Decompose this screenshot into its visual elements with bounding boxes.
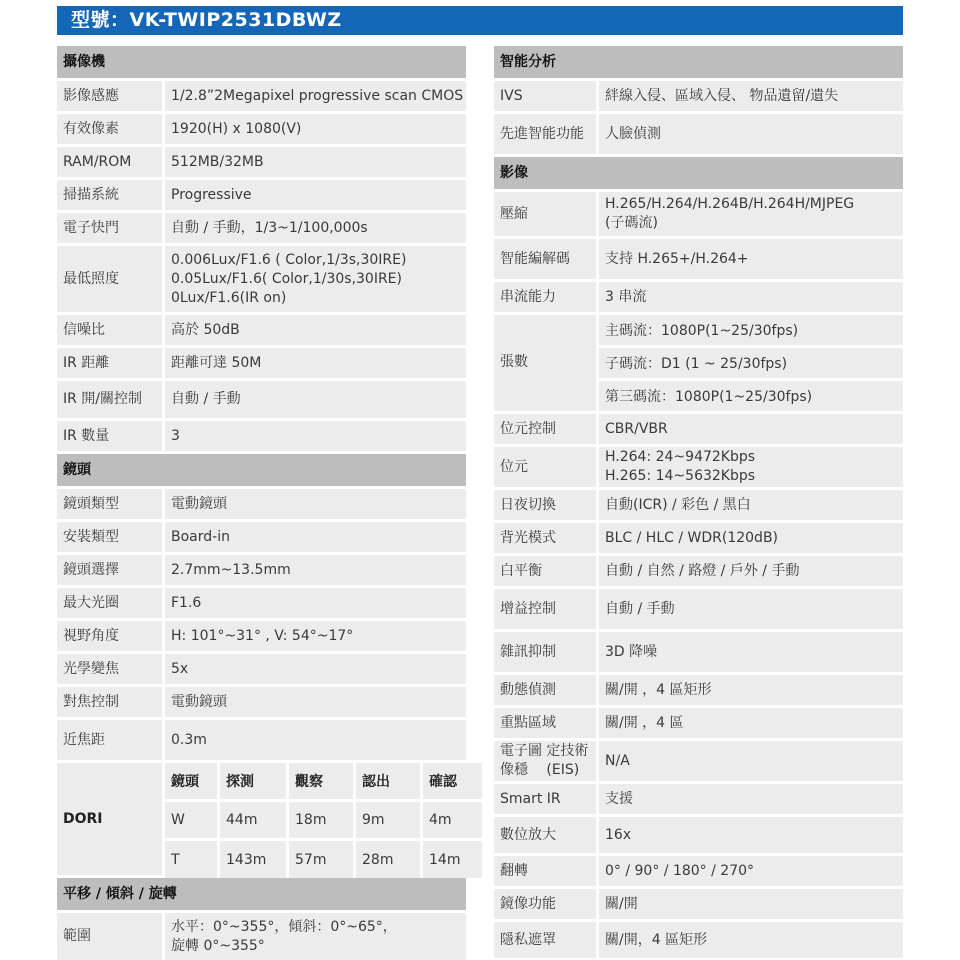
spec-label (494, 447, 596, 487)
spec-label-line: 增益控制 (500, 600, 556, 617)
spec-row (57, 315, 466, 345)
spec-label-text: 信噪比 (63, 321, 105, 338)
spec-value (599, 447, 903, 487)
spec-value-line: 自動 / 手動，1/3~1/100,000s (171, 219, 368, 236)
spec-value (599, 556, 903, 586)
spec-label (494, 490, 596, 520)
frames-stream: 第三碼流：1080P(1~25/30fps) (599, 381, 903, 411)
spec-label (57, 720, 162, 760)
model-title: 型號：VK-TWIP2531DBWZ (57, 6, 903, 35)
section-camera: 攝像機 (57, 46, 466, 78)
spec-label (57, 381, 162, 418)
spec-value-line: (子碼流) (605, 215, 658, 231)
spec-value (165, 348, 466, 378)
spec-label-text: 鏡頭類型 (63, 495, 119, 512)
spec-value (165, 114, 466, 144)
spec-label (57, 489, 162, 519)
spec-label (57, 180, 162, 210)
spec-label-line: 日夜切換 (500, 496, 556, 513)
spec-label-text: 對焦控制 (63, 693, 119, 710)
spec-label (494, 784, 596, 814)
frames-stream: 主碼流：1080P(1~25/30fps) (599, 315, 903, 345)
spec-value (165, 913, 466, 960)
spec-label-text: IR 開/關控制 (63, 391, 143, 407)
spec-label-text: 電子快門 (63, 219, 119, 236)
spec-label (494, 81, 596, 111)
spec-label-text: 最低照度 (63, 270, 119, 287)
spec-label (494, 114, 596, 154)
section-lens: 鏡頭 (57, 454, 466, 486)
spec-row (494, 239, 903, 279)
spec-row (57, 213, 466, 243)
spec-row (494, 447, 903, 487)
spec-value-line: 1920(H) x 1080(V) (171, 120, 302, 137)
spec-row (494, 856, 903, 886)
spec-row (494, 741, 903, 781)
dori-cell: 18m (289, 802, 353, 838)
spec-value (599, 589, 903, 629)
spec-value (599, 741, 903, 781)
spec-value-line: 人臉偵測 (605, 125, 661, 142)
spec-row (57, 654, 466, 684)
spec-label-text: 最大光圈 (63, 594, 119, 611)
spec-row (57, 720, 466, 760)
spec-value (165, 522, 466, 552)
spec-value (165, 180, 466, 210)
spec-value-line: H.265: 14~5632Kbps (605, 468, 756, 484)
spec-value (599, 192, 903, 236)
dori-label: DORI (57, 763, 162, 875)
spec-row (494, 556, 903, 586)
spec-label (57, 687, 162, 717)
section-smart-analysis: 智能分析 (494, 46, 903, 78)
spec-row (494, 922, 903, 958)
spec-value-line: 關/開，4 區矩形 (605, 931, 708, 948)
spec-value-line: 支援 (605, 790, 633, 807)
spec-value (599, 282, 903, 312)
spec-value-line: 自動(ICR) / 彩色 / 黑白 (605, 496, 751, 513)
spec-value (165, 381, 466, 418)
spec-value-line: F1.6 (171, 594, 202, 611)
spec-row (57, 421, 466, 451)
spec-row (57, 246, 466, 312)
spec-value-line: 16x (605, 826, 632, 843)
spec-label-line: 定技術(EIS) (546, 743, 589, 778)
spec-label-line: IVS (500, 87, 523, 104)
spec-value-line: 0.006Lux/F1.6 ( Color,1/3s,30IRE) (171, 251, 407, 268)
spec-value (599, 114, 903, 154)
spec-row (494, 490, 903, 520)
spec-label (57, 913, 162, 960)
spec-value (165, 213, 466, 243)
spec-value-line: H.265/H.264/H.264B/H.264H/MJPEG (605, 196, 855, 212)
spec-value (165, 588, 466, 618)
spec-value-line: BLC / HLC / WDR(120dB) (605, 529, 779, 546)
spec-label (57, 621, 162, 651)
spec-value-line: H: 101°~31° , V: 54°~17° (171, 627, 354, 644)
spec-row (57, 81, 466, 111)
dori-header-cell: 鏡頭 (165, 763, 217, 799)
spec-value-line: 旋轉 0°~355° (171, 937, 265, 954)
spec-label-text: IR 數量 (63, 427, 110, 444)
spec-label-text: 有效像素 (63, 120, 119, 137)
spec-label (494, 889, 596, 919)
spec-row (494, 889, 903, 919)
spec-label (494, 192, 596, 236)
spec-label (494, 817, 596, 853)
spec-label (57, 147, 162, 177)
spec-value-line: 自動 / 手動 (171, 391, 241, 407)
frames-label: 張數 (494, 315, 596, 411)
spec-row (494, 589, 903, 629)
spec-value (599, 922, 903, 958)
spec-label (57, 348, 162, 378)
spec-label (494, 239, 596, 279)
dori-header-cell: 探測 (220, 763, 286, 799)
dori-grid (165, 763, 482, 875)
spec-value-line: 支持 H.265+/H.264+ (605, 250, 749, 267)
spec-value-line: 512MB/32MB (171, 153, 264, 170)
spec-value (165, 81, 466, 111)
frames-row (494, 315, 903, 411)
spec-label (494, 632, 596, 672)
spec-value-line: 關/開 ，4 區 (605, 714, 684, 731)
spec-value-line: 高於 50dB (171, 321, 240, 338)
spec-value-line: 5x (171, 660, 189, 677)
spec-label-text: 視野角度 (63, 627, 119, 644)
dori-cell: 9m (356, 802, 420, 838)
spec-value (599, 632, 903, 672)
spec-label-text: 範圍 (63, 928, 91, 944)
spec-row (57, 621, 466, 651)
spec-value-line: 0.05Lux/F1.6( Color,1/30s,30IRE) (171, 270, 402, 287)
spec-value-line: 電動鏡頭 (171, 495, 227, 512)
spec-value (599, 817, 903, 853)
spec-value (165, 246, 466, 312)
frames-stream: 子碼流：D1 (1 ~ 25/30fps) (599, 348, 903, 378)
dori-cell: T (165, 841, 217, 878)
spec-value (599, 889, 903, 919)
spec-row (494, 81, 903, 111)
spec-label-line: 白平衡 (500, 562, 542, 579)
dori-header-cell: 確認 (423, 763, 482, 799)
spec-row (494, 675, 903, 705)
spec-label-text: 掃描系統 (63, 186, 119, 203)
spec-label (57, 555, 162, 585)
spec-value (165, 555, 466, 585)
spec-value-line: Progressive (171, 186, 252, 203)
spec-row (57, 180, 466, 210)
spec-value-line: 0Lux/F1.6(IR on) (171, 289, 287, 306)
spec-label-text: 影像感應 (63, 87, 119, 104)
spec-row (57, 522, 466, 552)
spec-label-line: 壓縮 (500, 205, 528, 222)
spec-value-line: Board-in (171, 528, 230, 545)
spec-row (57, 114, 466, 144)
spec-row (494, 708, 903, 738)
dori-cell: 57m (289, 841, 353, 878)
spec-label (494, 708, 596, 738)
spec-row (57, 381, 466, 418)
spec-label (494, 282, 596, 312)
spec-row (494, 817, 903, 853)
spec-value (599, 490, 903, 520)
spec-label (494, 589, 596, 629)
dori-cell: W (165, 802, 217, 838)
spec-value-line: 自動 / 手動 (605, 600, 675, 617)
spec-label-line: 數位放大 (500, 826, 556, 843)
spec-row (57, 348, 466, 378)
spec-row (57, 555, 466, 585)
spec-label-line: 串流能力 (500, 288, 556, 305)
spec-label-line: 雜訊抑制 (500, 643, 556, 660)
spec-value (165, 654, 466, 684)
spec-value (165, 147, 466, 177)
spec-value-line: 自動 / 自然 / 路燈 / 戶外 / 手動 (605, 562, 800, 579)
spec-value-line: 0.3m (171, 731, 207, 748)
spec-label (494, 523, 596, 553)
spec-label-line: Smart IR (500, 790, 561, 807)
section-pan-tilt: 平移 / 傾斜 / 旋轉 (57, 878, 466, 910)
spec-label-line: 電子圖像穩 (500, 743, 542, 778)
spec-value (599, 414, 903, 444)
spec-value-line: 3 串流 (605, 288, 647, 305)
spec-row (494, 114, 903, 154)
spec-row (57, 147, 466, 177)
spec-label-line: 隱私遮罩 (500, 931, 556, 948)
spec-label (57, 522, 162, 552)
dori-cell: 44m (220, 802, 286, 838)
spec-label-line: 動態偵測 (500, 681, 556, 698)
spec-label-line: 先進智能 (500, 125, 556, 142)
spec-value (599, 239, 903, 279)
dori-cell: 4m (423, 802, 482, 838)
spec-row (494, 192, 903, 236)
spec-label-line: 位元 (500, 458, 528, 475)
spec-value-line: 0° / 90° / 180° / 270° (605, 862, 755, 879)
spec-row (494, 414, 903, 444)
spec-label (57, 421, 162, 451)
spec-label (57, 246, 162, 312)
dori-header-cell: 觀察 (289, 763, 353, 799)
spec-value (165, 315, 466, 345)
spec-row (494, 784, 903, 814)
dori-cell: 14m (423, 841, 482, 878)
spec-label-line: 翻轉 (500, 862, 528, 879)
spec-value-line: 2.7mm~13.5mm (171, 561, 291, 578)
spec-value (165, 489, 466, 519)
spec-value-line: 關/開 (605, 895, 638, 912)
spec-label-line: 智能編解碼 (500, 250, 570, 267)
spec-label (57, 654, 162, 684)
spec-label (494, 556, 596, 586)
spec-label-text: RAM/ROM (63, 153, 132, 170)
spec-value (599, 81, 903, 111)
dori-cell: 28m (356, 841, 420, 878)
spec-label-line: 背光模式 (500, 529, 556, 546)
spec-value-line: 關/開 ，4 區矩形 (605, 681, 712, 698)
spec-label (494, 856, 596, 886)
spec-row (57, 489, 466, 519)
spec-value (599, 675, 903, 705)
spec-label (494, 922, 596, 958)
spec-label-text: 光學變焦 (63, 660, 119, 677)
spec-value-line: 距離可達 50M (171, 354, 262, 371)
spec-label (494, 741, 596, 781)
spec-value-line: H.264: 24~9472Kbps (605, 449, 756, 465)
spec-value (599, 856, 903, 886)
spec-value-line: 3 (171, 427, 180, 444)
dori-cell: 143m (220, 841, 286, 878)
spec-label-line: 重點區域 (500, 714, 556, 731)
spec-label (57, 588, 162, 618)
spec-value-line: 3D 降噪 (605, 643, 658, 660)
spec-label (494, 414, 596, 444)
spec-label (57, 315, 162, 345)
spec-value-line: CBR/VBR (605, 420, 668, 437)
section-video: 影像 (494, 157, 903, 189)
spec-label-line: 位元控制 (500, 420, 556, 437)
spec-label-text: IR 距離 (63, 354, 110, 371)
spec-row (57, 588, 466, 618)
right-column (494, 46, 903, 960)
spec-row (494, 282, 903, 312)
spec-label (57, 81, 162, 111)
spec-value-line: 電動鏡頭 (171, 693, 227, 710)
dori-table (57, 763, 466, 875)
left-column (57, 46, 466, 960)
spec-value (165, 687, 466, 717)
spec-label (57, 213, 162, 243)
spec-label-text: 安裝類型 (63, 528, 119, 545)
spec-value-line: N/A (605, 752, 630, 769)
spec-value (165, 621, 466, 651)
dori-header-cell: 認出 (356, 763, 420, 799)
spec-label-text: 近焦距 (63, 731, 105, 748)
spec-value-line: 絆線入侵、區域入侵、 物品遺留/遺失 (605, 87, 839, 104)
spec-value-line: 1/2.8”2Megapixel progressive scan CMOS (171, 87, 464, 104)
spec-label (57, 114, 162, 144)
spec-row (494, 523, 903, 553)
spec-label-text: 鏡頭選擇 (63, 561, 119, 578)
spec-label-line: 功能 (556, 125, 584, 142)
spec-value (165, 720, 466, 760)
spec-value (599, 523, 903, 553)
spec-label-line: 鏡像功能 (500, 895, 556, 912)
spec-value (599, 708, 903, 738)
spec-row (494, 632, 903, 672)
spec-row (57, 687, 466, 717)
spec-value (165, 421, 466, 451)
spec-row (57, 913, 466, 960)
spec-value-line: 水平：0°~355°，傾斜：0°~65°， (171, 918, 397, 935)
spec-label (494, 675, 596, 705)
spec-value (599, 784, 903, 814)
